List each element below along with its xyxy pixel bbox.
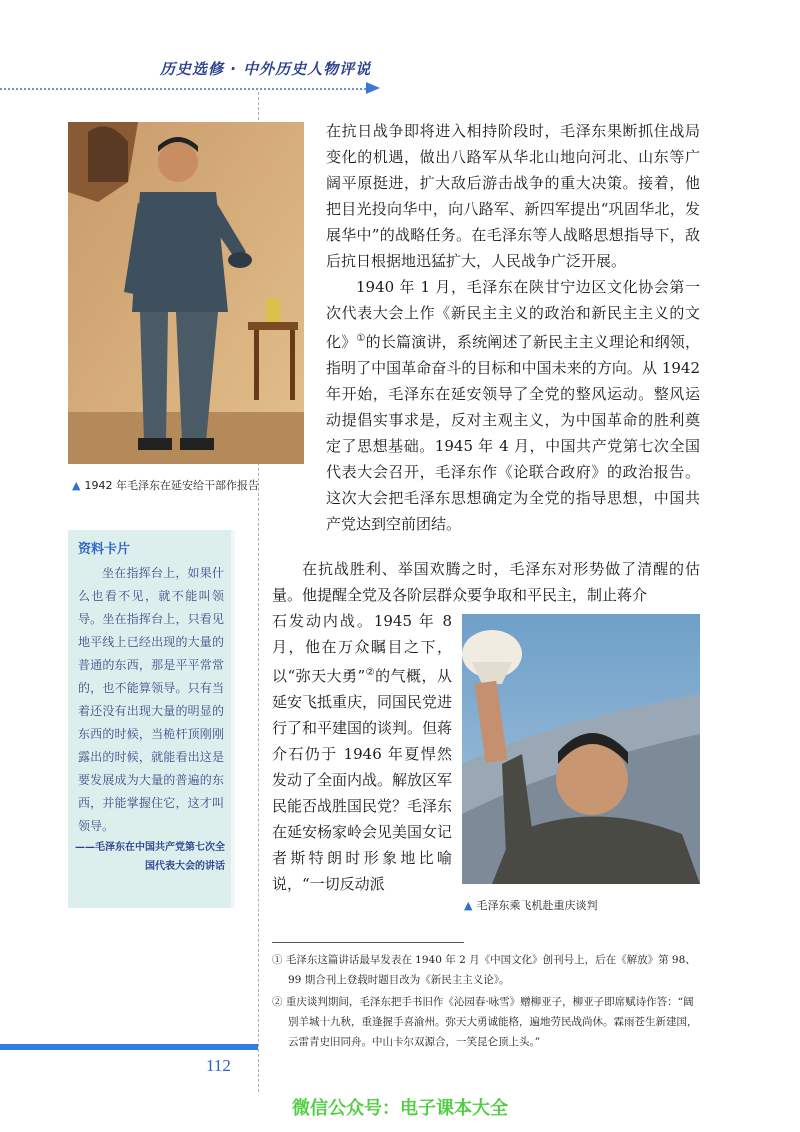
photo2-caption-text: 毛泽东乘飞机赴重庆谈判 (476, 899, 598, 912)
card-source: ——毛泽东在中国共产党第七次全国代表大会的讲话 (75, 842, 225, 872)
photo-mao-chongqing (462, 614, 700, 884)
article-p2-a: 1940 年 1 月，毛泽东在陕甘宁边区文化协会第一次代表大会上作《新民主主义的政治和新民主主义的文化》 (326, 278, 700, 351)
caption-triangle-icon: ▲ (72, 479, 81, 492)
page-number: 112 (206, 1056, 231, 1075)
footnote-2: ② 重庆谈判期间，毛泽东把手书旧作《沁园春·咏雪》赠柳亚子，柳亚子即席赋诗作答：“阔别羊城十九秋，重逢握手喜渝州。弥天大勇诚能格，遍地劳民战尚休。霖雨苍生新建国，云雷青史旧同舟。中山卡尔双源合，一笑昆仑顶上头。” (272, 996, 698, 1048)
header-arrow-icon (366, 82, 380, 94)
article-p3-bottom-text (272, 608, 452, 897)
footnotes (272, 950, 700, 1054)
article-p3-bottom-a: 石发动内战。1945 年 8 月，他在万众瞩目之下，以“弥天大勇” (272, 612, 452, 685)
article-p3-bottom-b: 的气概，从延安飞抵重庆，同国民党进行了和平建国的谈判。但蒋介石仍于 1946 年夏悍然发动了全面内战。解放区军民能否战胜国民党？毛泽东在延安杨家岭会见美国女记者斯特朗时形象地比喻说，“一切反动派 (272, 667, 453, 893)
photo1-caption (72, 477, 259, 493)
photo-mao-report-1942 (68, 122, 304, 464)
article-p3-top (272, 556, 700, 608)
card-body: 坐在指挥台上，如果什么也看不见，就不能叫领导。坐在指挥台上，只看见地平线上已经出现的大量的普通的东西，那是平平常常的，也不能算领导。只有当着还没有出现大量的明显的东西的时候，当桅杆顶刚刚露出的时候，就能看出这是要发展成为大量的普遍的东西，并能掌握住它，这才叫领导。 (78, 566, 224, 833)
caption-triangle-icon: ▲ (464, 899, 473, 912)
article-p3-top-text: 在抗战胜利、举国欢腾之时，毛泽东对形势做了清醒的估量。他提醒全党及各阶层群众要争取和平民主，制止蒋介 (272, 560, 700, 604)
bottom-accent-bar (0, 1044, 258, 1050)
footnote-ref-2: ② (365, 667, 376, 678)
watermark-text: 微信公众号：电子课本大全 (292, 1098, 508, 1119)
footnote-1: ① 毛泽东这篇讲话最早发表在 1940 年 2 月《中国文化》创刊号上，后在《解放》第 98、99 期合刊上登载时题目改为《新民主主义论》。 (272, 954, 696, 986)
article-p2 (326, 274, 700, 537)
footnote-rule (272, 942, 464, 943)
footnote-ref-1: ① (356, 333, 366, 344)
article-p2-b: 的长篇演讲，系统阐述了新民主主义理论和纲领，指明了中国革命奋斗的目标和中国未来的方向。从 1942 年开始，毛泽东在延安领导了全党的整风运动。整风运动提倡实事求是，反对主观主义，为中国革命的胜利奠定了思想基础。1945 年 4 月，中国共产党第七次全国代表大会召开，毛泽东作《论联合政府》的政治报告。这次大会把毛泽东思想确定为全党的指导思想，中国共产党达到空前团结。 (326, 333, 700, 533)
card-title: 资料卡片 (78, 542, 131, 557)
header-dotted-line (0, 88, 370, 90)
photo1-caption-text: 1942 年毛泽东在延安给干部作报告 (84, 479, 259, 492)
article-upper (326, 118, 700, 537)
header-title: 历史选修 · 中外历史人物评说 (160, 60, 372, 78)
data-card (68, 530, 235, 908)
photo2-caption (464, 897, 597, 913)
article-p3-bottom (272, 608, 452, 897)
article-p1: 在抗日战争即将进入相持阶段时，毛泽东果断抓住战局变化的机遇，做出八路军从华北山地向河北、山东等广阔平原挺进，扩大敌后游击战争的重大决策。接着，他把目光投向华中，向八路军、新四军提出“巩固华北，发展华中”的战略任务。在毛泽东等人战略思想指导下，敌后抗日根据地迅猛扩大，人民战争广泛开展。 (326, 122, 700, 270)
